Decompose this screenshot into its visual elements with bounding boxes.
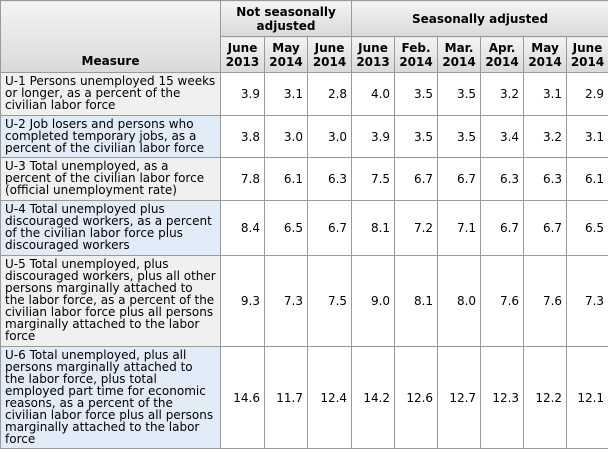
rate-cell: 14.6: [221, 347, 265, 449]
rate-cell: 12.3: [481, 347, 524, 449]
rate-cell: 9.3: [221, 256, 265, 347]
rate-cell: 3.1: [524, 73, 567, 116]
measure-label: U-6 Total unemployed, plus all persons marginally attached to the labor force, plus total employed part time for economic reasons, as a percent of the civilian labor force plus all persons marginally attached to the labor force: [1, 347, 221, 449]
rate-cell: 12.4: [308, 347, 352, 449]
rate-cell: 12.2: [524, 347, 567, 449]
rate-cell: 9.0: [352, 256, 395, 347]
column-header: June 2013: [221, 37, 265, 73]
rate-cell: 14.2: [352, 347, 395, 449]
rate-cell: 7.3: [567, 256, 608, 347]
rate-cell: 6.1: [265, 158, 308, 201]
seasonally-adjusted-header: Seasonally adjusted: [352, 1, 608, 37]
column-header: June 2013: [352, 37, 395, 73]
table-row: [1, 116, 608, 158]
rate-cell: 6.7: [438, 158, 481, 201]
rate-cell: 3.5: [438, 116, 481, 158]
rate-cell: 7.6: [524, 256, 567, 347]
rate-cell: 3.0: [308, 116, 352, 158]
table-row: [1, 73, 608, 116]
rate-cell: 6.7: [395, 158, 438, 201]
rate-cell: 3.8: [221, 116, 265, 158]
measure-label: U-1 Persons unemployed 15 weeks or longer, as a percent of the civilian labor force: [1, 73, 221, 116]
rate-cell: 6.7: [524, 201, 567, 256]
rate-cell: 6.3: [308, 158, 352, 201]
column-header: Apr. 2014: [481, 37, 524, 73]
rate-cell: 3.5: [438, 73, 481, 116]
column-header: May 2014: [524, 37, 567, 73]
column-header: Feb. 2014: [395, 37, 438, 73]
column-header: June 2014: [567, 37, 608, 73]
rate-cell: 2.9: [567, 73, 608, 116]
rate-cell: 12.1: [567, 347, 608, 449]
measure-label: U-4 Total unemployed plus discouraged workers, as a percent of the civilian labor force plus discouraged workers: [1, 201, 221, 256]
rate-cell: 6.5: [265, 201, 308, 256]
rate-cell: 3.9: [221, 73, 265, 116]
rate-cell: 6.3: [481, 158, 524, 201]
rate-cell: 8.0: [438, 256, 481, 347]
measure-label: U-2 Job losers and persons who completed temporary jobs, as a percent of the civilian labor force: [1, 116, 221, 158]
rate-cell: 12.6: [395, 347, 438, 449]
rate-cell: 3.9: [352, 116, 395, 158]
rate-cell: 11.7: [265, 347, 308, 449]
rate-cell: 3.0: [265, 116, 308, 158]
table-row: [1, 256, 608, 347]
rate-cell: 2.8: [308, 73, 352, 116]
rate-cell: 7.8: [221, 158, 265, 201]
rate-cell: 3.5: [395, 73, 438, 116]
rate-cell: 6.5: [567, 201, 608, 256]
rate-cell: 7.6: [481, 256, 524, 347]
rate-cell: 7.3: [265, 256, 308, 347]
rate-cell: 7.5: [308, 256, 352, 347]
rate-cell: 3.1: [265, 73, 308, 116]
rate-cell: 3.2: [524, 116, 567, 158]
column-header: May 2014: [265, 37, 308, 73]
rate-cell: 6.7: [308, 201, 352, 256]
measure-label: U-5 Total unemployed, plus discouraged workers, plus all other persons marginally attached to the labor force, as a percent of the civilian labor force plus all persons marginally attached to the labor force: [1, 256, 221, 347]
rate-cell: 4.0: [352, 73, 395, 116]
table-row: [1, 347, 608, 449]
rate-cell: 7.5: [352, 158, 395, 201]
rate-cell: 8.1: [395, 256, 438, 347]
rate-cell: 3.5: [395, 116, 438, 158]
rate-cell: 3.2: [481, 73, 524, 116]
rate-cell: 6.7: [481, 201, 524, 256]
table-row: [1, 158, 608, 201]
rate-cell: 6.1: [567, 158, 608, 201]
column-header: June 2014: [308, 37, 352, 73]
not-seasonally-adjusted-header: Not seasonally adjusted: [221, 1, 352, 37]
column-header: Mar. 2014: [438, 37, 481, 73]
rate-cell: 3.1: [567, 116, 608, 158]
rate-cell: 3.4: [481, 116, 524, 158]
rate-cell: 12.7: [438, 347, 481, 449]
rate-cell: 7.2: [395, 201, 438, 256]
rate-cell: 8.4: [221, 201, 265, 256]
rate-cell: 8.1: [352, 201, 395, 256]
measure-header: Measure: [1, 1, 221, 73]
measure-label: U-3 Total unemployed, as a percent of the civilian labor force (official unemployment rate): [1, 158, 221, 201]
table-row: [1, 201, 608, 256]
rate-cell: 6.3: [524, 158, 567, 201]
rate-cell: 7.1: [438, 201, 481, 256]
